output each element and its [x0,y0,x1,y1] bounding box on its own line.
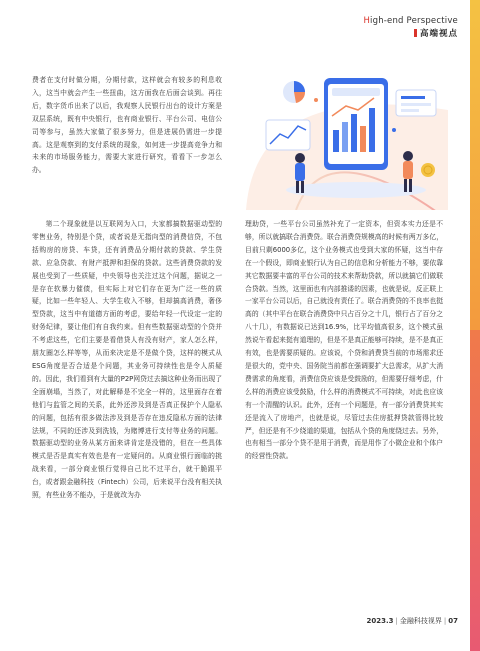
analytics-illustration [236,70,448,210]
section-header [363,16,458,39]
person-figure [295,153,305,163]
magazine-name: 金融科技视界 [399,617,442,625]
bar-icon [369,108,375,152]
article-column-right: 理助贷，一些平台公司虽然补充了一定资本，但资本实力还是不够，所以就搞联合消费贷。联合消费贷规模高的时候有两万多亿，目前只剩6000多亿，这个业务模式也受到大家的怀疑，这当中存在一个假设，即商业银行认为自己的信息和分析能力不够，要依靠其它数据要丰富的平台公司的技术来帮助贷款，所以就搞它们做联合贷款。当然，这里面也有内部推诿的因素，也就是说，反正联上一家平台公司以后，自己就没有责任了。联合消费贷的不良率也挺高的（其中平台在联合消费贷中只占百分之十几，银行占了百分之八十几），有数据说已达到16.9%，比平均值高很多，这个模式虽然说午看起来挺有道理的，但是不是真正能够可持续，是不是真正有效，也是需要质疑的。应该说，个贷和消费贷当前的市场需求还是很大的，党中央、国务院当前都在强调要扩大总需求，从扩大消费需求的角度看，消费信贷应该是受鼓励的，但需要仔细考虑，什么样的消费应该受鼓励，什么样的消费模式不可持续，对此也应该有一个清醒的认识。此外，还有一个问题是，有一部分消费贷其实还是流入了房地产，也就是说，尽管过去住房抵押贷款管得比较严，但还是有不少绕道的渠道，包括从个贷的角度绕过去。另外，也有相当一部分个贷不是用于消费，而是用作了小微企业和个体户的经营性贷款。 [245,220,443,461]
bar-icon [333,130,339,152]
coin-icon [421,163,435,177]
floating-card [266,120,310,150]
section-title-cn: 高端视点 [363,27,458,39]
footer-separator: | [395,617,398,625]
bar-icon [360,126,366,152]
article-column-left: 第二个现象就是以互联网为入口，大家都搞数据驱动型的零售业务，特别是个贷，或者说是无指向型的消费信贷，不包括购房的房贷、车贷，还有消费品分期付款的贷款、学生贷款、应急贷款、有财产抵押和担保的贷款。这些消费贷款的发展也受到了一些质疑，中央领导也关注过这个问题，据说之一是存在软暴力催债，但实际上对它们存在更为广泛一些的质疑，比如一些年轻人、大学生收入不够，但却搞高消费，奢侈型贷款，这当中有道德方面的考虑，要给年轻一代设定一定的财务纪律，要让他们有自我约束。但有些数据驱动型的个贷并不考虑这些，它们主要是看借贷人有没有财产，家人怎么样，朋友圈怎么样等等，从而来决定是不是做个贷，这样的模式从ESG角度是否合适是个问题，其业务可持续性也是令人质疑的。因此，我们看到有大量的P2P网贷过去搞这种业务而出现了全面崩塌，当然了，对此解释是不完全一样的，这里面存在着他们与监管之间的关系，此外还涉及到是否真正保护个人隐私的问题，包括有很多做法涉及到是否存在违反隐私方面的法律法规，不同的还涉及到洗钱，为赌博进行支付等业务的问题。数据驱动型的业务从某方面来讲肯定是没错的，但在一些具体模式是否是真实有效也是有一定疑问的。从商业银行面临的挑战来看，一部分商业银行觉得自己比不过平台，就干脆跟平台，或者跟金融科技（Fintech）公司，后来说平台没有相关执照，有些业务不能办，于是就改为办 [32,220,222,500]
bar-icon [342,122,348,152]
footer-separator: | [443,617,447,625]
decorative-side-bar-top [470,0,480,330]
bar-icon [351,114,357,152]
article-paragraph-top: 费者在支付时做分期，分期付款，这样就会有较多的利息收入，这当中就会产生一些扭曲，这方面我在后面会谈到。再往后，数字货币出来了以后，我观察人民银行出台的设计方案是双层系统，既有中央银行，也有商业银行、平台公司、电信公司等参与，虽然大家做了很多努力，但是进展仍需进一步提高。这是观察到的支付系统的现象，如何进一步提高竞争力和未来的市场服务能力，需要大家进行研究，看看下一步怎么办。 [32,76,222,175]
person-figure [403,151,413,161]
section-title-en: High-end Perspective [363,16,458,26]
page-number: 07 [448,617,458,625]
issue-number: 2023.3 [366,617,394,625]
page-footer [367,616,458,626]
decorative-side-bar-bottom [470,330,480,651]
